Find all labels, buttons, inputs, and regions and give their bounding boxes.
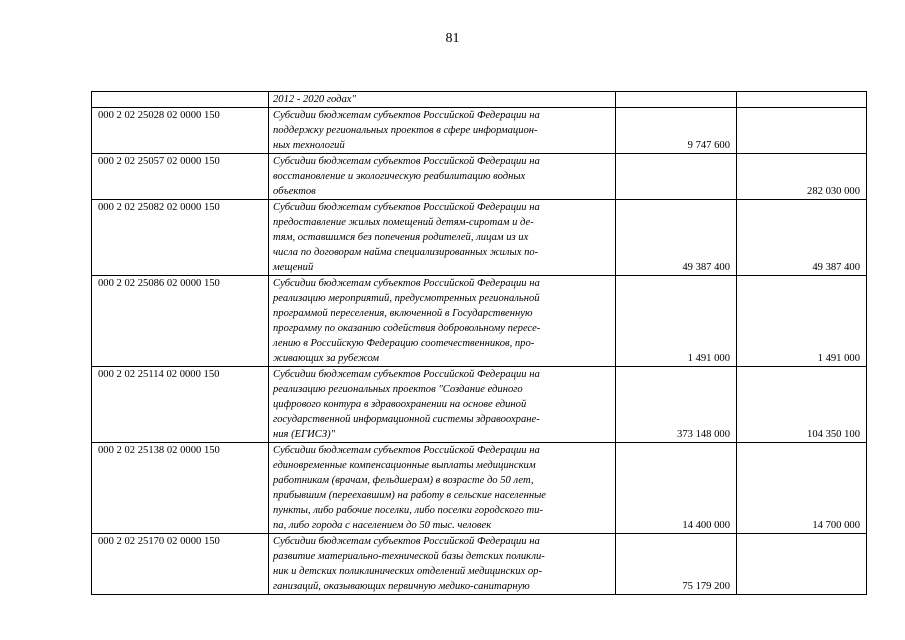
description-line: Субсидии бюджетам субъектов Российской Федерации на: [273, 369, 540, 380]
description-line: пункты, либо рабочие поселки, либо поселки городского ти-: [273, 505, 544, 516]
table-row: [92, 276, 867, 367]
income-description-cell: [269, 108, 616, 154]
description-line: реализацию мероприятий, предусмотренных региональной: [273, 293, 540, 304]
budget-code-cell: 000 2 02 25170 02 0000 150: [92, 534, 269, 595]
amount-cell-2: 14 700 000: [737, 443, 867, 534]
description-line: объектов: [273, 186, 316, 197]
description-line: прибывшим (переехавшим) на работу в сельские населенные: [273, 490, 547, 501]
description-line: Субсидии бюджетам субъектов Российской Федерации на: [273, 156, 540, 167]
income-description-cell: [269, 534, 616, 595]
description-line: числа по договорам найма специализированных жилых по-: [273, 247, 539, 258]
amount-cell-2: [737, 534, 867, 595]
income-description-cell: [269, 200, 616, 276]
table-row: [92, 534, 867, 595]
amount-cell-1: [616, 154, 737, 200]
description-line: развитие материально-технической базы детских поликли-: [273, 551, 545, 562]
table-row: [92, 108, 867, 154]
description-line: Субсидии бюджетам субъектов Российской Федерации на: [273, 202, 540, 213]
table-body: [92, 92, 867, 595]
description-line: программу по оказанию содействия добровольному пересе-: [273, 323, 541, 334]
amount-cell-2: 282 030 000: [737, 154, 867, 200]
description-line: лению в Российскую Федерацию соотечественников, про-: [273, 338, 535, 349]
page-number: 81: [445, 31, 460, 46]
budget-code-cell: 000 2 02 25086 02 0000 150: [92, 276, 269, 367]
description-line: Субсидии бюджетам субъектов Российской Федерации на: [273, 536, 540, 547]
table-row: [92, 154, 867, 200]
description-line: 2012 - 2020 годах": [273, 94, 356, 105]
description-line: па, либо города с населением до 50 тыс. человек: [273, 520, 492, 531]
table-row: [92, 367, 867, 443]
description-line: ник и детских поликлинических отделений медицинских ор-: [273, 566, 542, 577]
table-row: [92, 92, 867, 108]
description-line: живающих за рубежом: [273, 353, 380, 364]
amount-cell-2: [737, 92, 867, 108]
description-line: единовременные компенсационные выплаты медицинским: [273, 460, 536, 471]
description-line: ганизаций, оказывающих первичную медико-санитарную: [273, 581, 530, 592]
description-line: программой переселения, включенной в Государственную: [273, 308, 533, 319]
table-row: [92, 443, 867, 534]
description-line: восстановление и экологическую реабилитацию водных: [273, 171, 526, 182]
amount-cell-1: 373 148 000: [616, 367, 737, 443]
amount-cell-1: 1 491 000: [616, 276, 737, 367]
description-line: ных технологий: [273, 140, 345, 151]
income-description-cell: [269, 92, 616, 108]
description-line: Субсидии бюджетам субъектов Российской Федерации на: [273, 110, 540, 121]
description-line: мещений: [273, 262, 314, 273]
budget-code-cell: [92, 92, 269, 108]
income-description-cell: [269, 443, 616, 534]
budget-code-cell: 000 2 02 25057 02 0000 150: [92, 154, 269, 200]
amount-cell-1: 49 387 400: [616, 200, 737, 276]
amount-cell-2: 1 491 000: [737, 276, 867, 367]
description-line: тям, оставшимся без попечения родителей, лицам из их: [273, 232, 529, 243]
amount-cell-1: 14 400 000: [616, 443, 737, 534]
amount-cell-1: 9 747 600: [616, 108, 737, 154]
budget-code-cell: 000 2 02 25028 02 0000 150: [92, 108, 269, 154]
description-line: поддержку региональных проектов в сфере информацион-: [273, 125, 538, 136]
description-line: Субсидии бюджетам субъектов Российской Федерации на: [273, 445, 540, 456]
amount-cell-2: 49 387 400: [737, 200, 867, 276]
income-description-cell: [269, 154, 616, 200]
description-line: Субсидии бюджетам субъектов Российской Федерации на: [273, 278, 540, 289]
budget-code-cell: 000 2 02 25082 02 0000 150: [92, 200, 269, 276]
income-description-cell: [269, 367, 616, 443]
amount-cell-1: [616, 92, 737, 108]
budget-code-cell: 000 2 02 25138 02 0000 150: [92, 443, 269, 534]
budget-code-cell: 000 2 02 25114 02 0000 150: [92, 367, 269, 443]
description-line: предоставление жилых помещений детям-сиротам и де-: [273, 217, 534, 228]
description-line: цифрового контура в здравоохранении на основе единой: [273, 399, 527, 410]
amount-cell-2: [737, 108, 867, 154]
description-line: ния (ЕГИСЗ)": [273, 429, 336, 440]
amount-cell-1: 75 179 200: [616, 534, 737, 595]
amount-cell-2: 104 350 100: [737, 367, 867, 443]
table-row: [92, 200, 867, 276]
income-description-cell: [269, 276, 616, 367]
budget-table: [91, 91, 867, 595]
description-line: работникам (врачам, фельдшерам) в возрасте до 50 лет,: [273, 475, 534, 486]
description-line: государственной информационной системы здравоохране-: [273, 414, 540, 425]
description-line: реализацию региональных проектов "Создание единого: [273, 384, 523, 395]
